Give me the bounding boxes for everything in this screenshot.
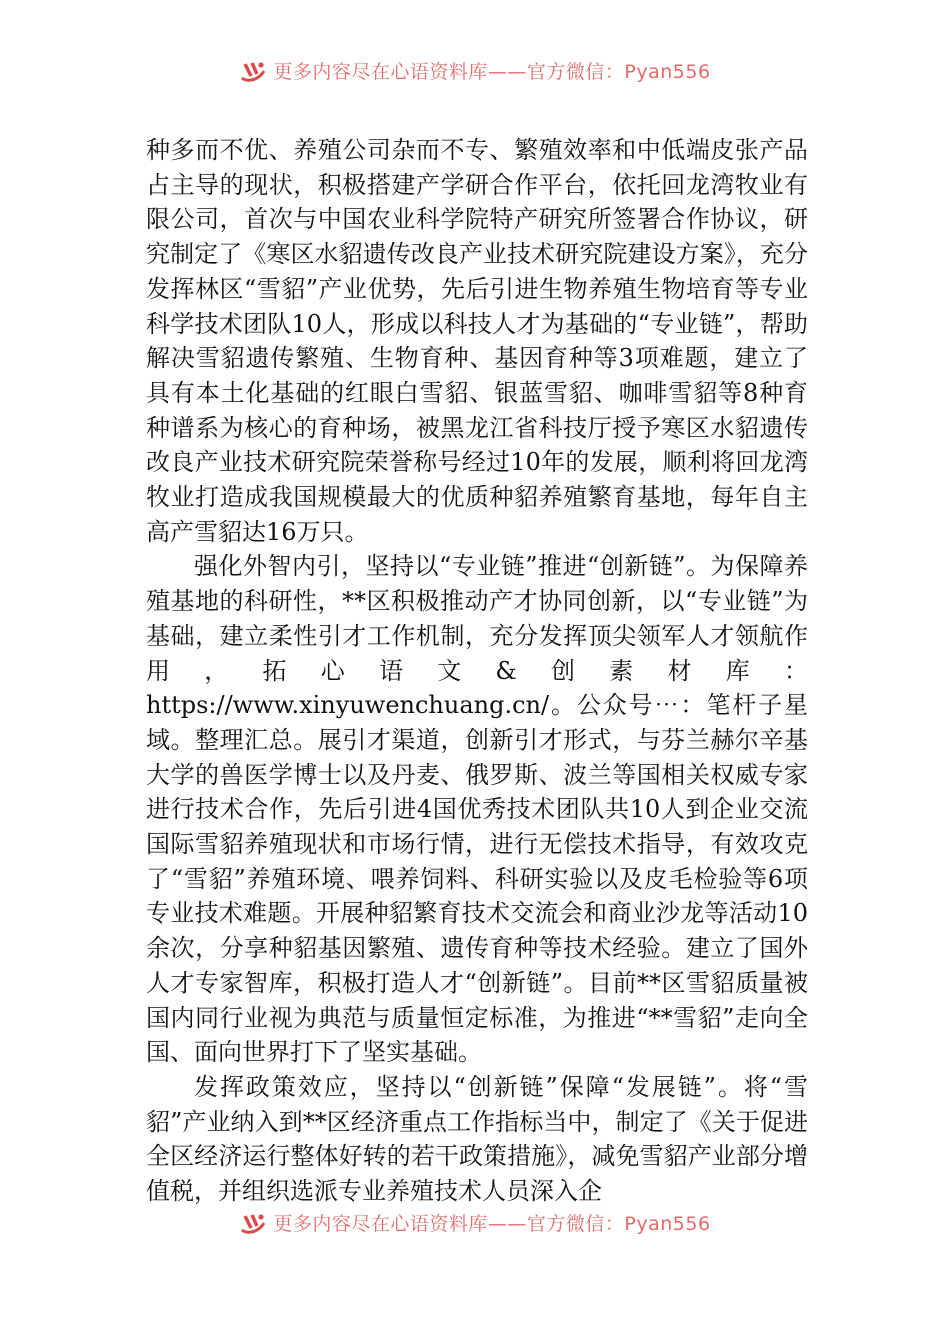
footer-banner-text: 更多内容尽在心语资料库——官方微信：Pyan556 bbox=[273, 1213, 711, 1235]
header-watermark-banner bbox=[0, 59, 950, 89]
footer-watermark-banner bbox=[0, 1211, 950, 1241]
header-banner-text: 更多内容尽在心语资料库——官方微信：Pyan556 bbox=[273, 61, 711, 83]
red-logo-icon bbox=[239, 1211, 267, 1241]
red-logo-icon bbox=[239, 59, 267, 89]
paragraph-2: 强化外智内引，坚持以“专业链”推进“创新链”。为保障养殖基地的科研性，**区积极推动产才协同创新，以“专业链”为基础，建立柔性引才工作机制，充分发挥顶尖领军人才领航作用，拓心语文&创素材库：https://www.xinyuwenchuang.cn/。公众号⋯：笔杆子星域。整理汇总。展引才渠道，创新引才形式，与芬兰赫尔辛基大学的兽医学博士以及丹麦、俄罗斯、波兰等国相关权威专家进行技术合作，先后引进4国优秀技术团队共10人到企业交流国际雪貂养殖现状和市场行情，进行无偿技术指导，有效攻克了“雪貂”养殖环境、喂养饲料、科研实验以及皮毛检验等6项专业技术难题。开展种貂繁育技术交流会和商业沙龙等活动10余次，分享种貂基因繁殖、遗传育种等技术经验。建立了国外人才专家智库，积极打造人才“创新链”。目前**区雪貂质量被国内同行业视为典范与质量恒定标准，为推进“**雪貂”走向全国、面向世界打下了坚实基础。 bbox=[146, 552, 808, 1067]
document-body bbox=[146, 133, 808, 1209]
paragraph-1: 种多而不优、养殖公司杂而不专、繁殖效率和中低端皮张产品占主导的现状，积极搭建产学研合作平台，依托回龙湾牧业有限公司，首次与中国农业科学院特产研究所签署合作协议，研究制定了《寒区水貂遗传改良产业技术研究院建设方案》，充分发挥林区“雪貂”产业优势，先后引进生物养殖生物培育等专业科学技术团队10人，形成以科技人才为基础的“专业链”，帮助解决雪貂遗传繁殖、生物育种、基因育种等3项难题，建立了具有本土化基础的红眼白雪貂、银蓝雪貂、咖啡雪貂等8种育种谱系为核心的育种场，被黑龙江省科技厅授予寒区水貂遗传改良产业技术研究院荣誉称号经过10年的发展，顺利将回龙湾牧业打造成我国规模最大的优质种貂养殖繁育基地，每年自主高产雪貂达16万只。 bbox=[146, 136, 808, 546]
paragraph-3: 发挥政策效应，坚持以“创新链”保障“发展链”。将“雪貂”产业纳入到**区经济重点工作指标当中，制定了《关于促进全区经济运行整体好转的若干政策措施》，减免雪貂产业部分增值税，并组织选派专业养殖技术人员深入企 bbox=[146, 1072, 808, 1206]
